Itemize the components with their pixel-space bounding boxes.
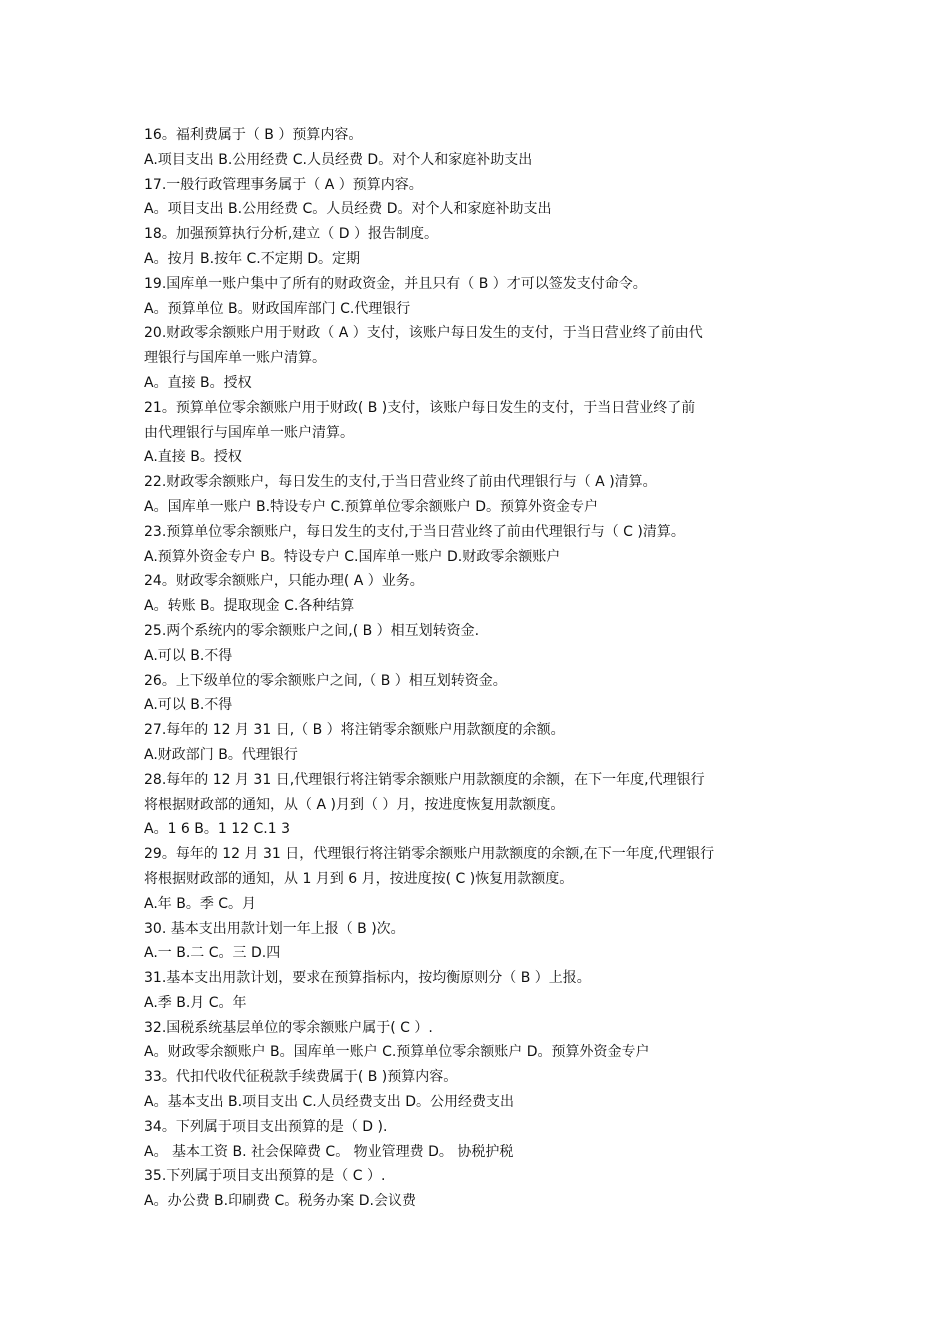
question-20-line-1: 20.财政零余额账户用于财政（ A ）支付，该账户每日发生的支付，于当日营业终了前由代 [144,325,703,342]
question-33: 33。代扣代收代征税款手续费属于( B )预算内容。 [144,1069,458,1086]
document-body [144,123,816,1214]
question-24: 24。财政零余额账户，只能办理( A ）业务。 [144,573,424,590]
question-23: 23.预算单位零余额账户，每日发生的支付,于当日营业终了前由代理银行与（ C )清算。 [144,523,685,540]
options-26: A.可以 B.不得 [144,697,233,714]
question-21-line-1: 21。预算单位零余额账户用于财政( B )支付，该账户每日发生的支付，于当日营业终了前 [144,399,696,416]
options-18: A。按月 B.按年 C.不定期 D。定期 [144,250,360,267]
question-32: 32.国税系统基层单位的零余额账户属于( C ）. [144,1019,433,1036]
question-19: 19.国库单一账户集中了所有的财政资金，并且只有（ B ）才可以签发支付命令。 [144,275,647,292]
question-34: 34。下列属于项目支出预算的是（ D ). [144,1118,388,1135]
question-21-line-2: 由代理银行与国库单一账户清算。 [144,424,354,441]
options-24: A。转账 B。提取现金 C.各种结算 [144,598,355,615]
options-30: A.一 B.二 C。三 D.四 [144,945,281,962]
options-33: A。基本支出 B.项目支出 C.人员经费支出 D。公用经费支出 [144,1094,514,1111]
options-35: A。办公费 B.印刷费 C。税务办案 D.会议费 [144,1193,416,1210]
question-29-line-1: 29。每年的 12 月 31 日，代理银行将注销零余额账户用款额度的余额,在下一年度,代理银行 [144,846,715,863]
options-34: A。 基本工资 B. 社会保障费 C。 物业管理费 D。 协税护税 [144,1143,514,1160]
options-25: A.可以 B.不得 [144,647,233,664]
question-17: 17.一般行政管理事务属于（ A ）预算内容。 [144,176,423,193]
options-20: A。直接 B。授权 [144,374,252,391]
question-16: 16。福利费属于（ B ）预算内容。 [144,127,363,143]
options-22: A。国库单一账户 B.特设专户 C.预算单位零余额账户 D。预算外资金专户 [144,498,598,515]
question-25: 25.两个系统内的零余额账户之间,( B ）相互划转资金. [144,622,480,639]
question-28-line-2: 将根据财政部的通知，从（ A )月到（ ）月，按进度恢复用款额度。 [144,796,565,813]
question-27: 27.每年的 12 月 31 日,（ B ）将注销零余额账户用款额度的余额。 [144,722,565,739]
question-30: 30. 基本支出用款计划一年上报（ B )次。 [144,920,405,937]
options-32: A。财政零余额账户 B。国库单一账户 C.预算单位零余额账户 D。预算外资金专户 [144,1044,650,1061]
options-16: A.项目支出 B.公用经费 C.人员经费 D。对个人和家庭补助支出 [144,151,533,168]
options-29: A.年 B。季 C。月 [144,895,257,912]
options-23: A.预算外资金专户 B。特设专户 C.国库单一账户 D.财政零余额账户 [144,548,561,565]
question-28-line-1: 28.每年的 12 月 31 日,代理银行将注销零余额账户用款额度的余额，在下一年度,代理银行 [144,771,705,788]
options-28: A。1 6 B。1 12 C.1 3 [144,821,291,838]
options-21: A.直接 B。授权 [144,449,242,466]
question-20-line-2: 理银行与国库单一账户清算。 [144,350,326,367]
options-31: A.季 B.月 C。年 [144,994,247,1011]
options-17: A。项目支出 B.公用经费 C。人员经费 D。对个人和家庭补助支出 [144,201,552,218]
question-31: 31.基本支出用款计划，要求在预算指标内，按均衡原则分（ B ）上报。 [144,970,591,987]
options-27: A.财政部门 B。代理银行 [144,746,298,763]
question-35: 35.下列属于项目支出预算的是（ C ）. [144,1168,386,1185]
question-18: 18。加强预算执行分析,建立（ D ）报告制度。 [144,226,438,243]
question-29-line-2: 将根据财政部的通知，从 1 月到 6 月，按进度按( C )恢复用款额度。 [144,870,574,887]
options-19: A。预算单位 B。财政国库部门 C.代理银行 [144,300,411,317]
question-26: 26。上下级单位的零余额账户之间,（ B ）相互划转资金。 [144,672,507,689]
question-22: 22.财政零余额账户，每日发生的支付,于当日营业终了前由代理银行与（ A )清算。 [144,474,657,491]
